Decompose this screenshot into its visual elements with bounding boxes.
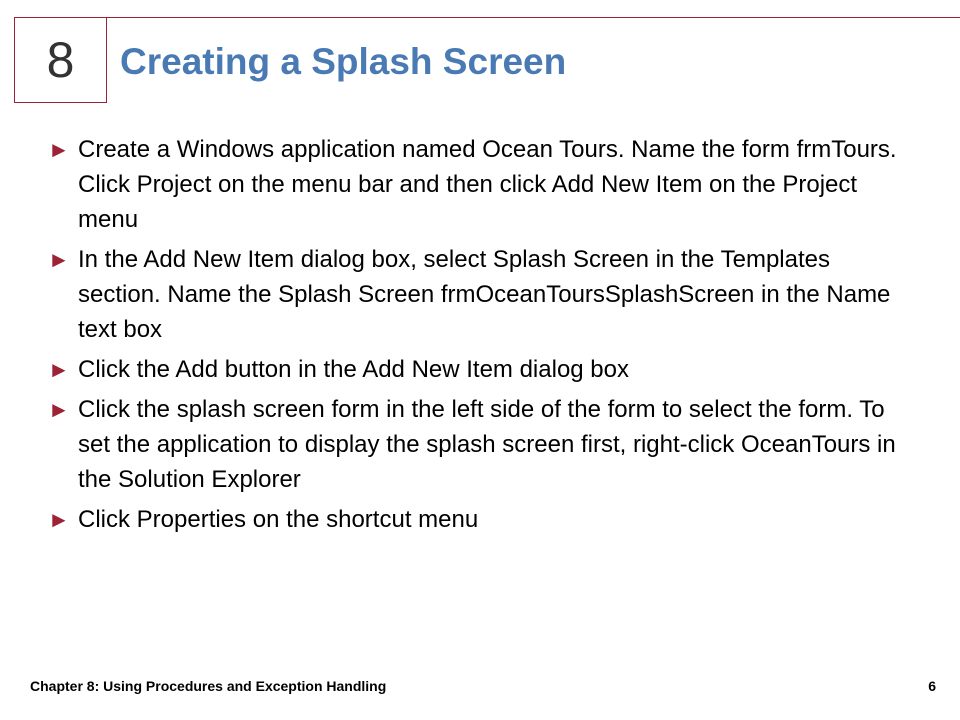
bullet-arrow-icon: ► (48, 397, 70, 422)
bullet-item (48, 132, 908, 237)
bullet-arrow-icon: ► (48, 357, 70, 382)
footer-chapter-label: Chapter 8: Using Procedures and Exception Handling (30, 678, 387, 694)
bullet-arrow-icon: ► (48, 137, 70, 162)
bullet-text: In the Add New Item dialog box, select Splash Screen in the Templates section. Name the Splash Screen frmOceanToursSplashScreen in the Name text box (78, 246, 891, 343)
chapter-number-box (14, 17, 107, 103)
bullet-item (48, 502, 908, 537)
header-divider (107, 17, 960, 18)
bullet-item (48, 392, 908, 497)
chapter-number: 8 (46, 32, 75, 88)
bullet-arrow-icon: ► (48, 507, 70, 532)
bullet-text: Create a Windows application named Ocean Tours. Name the form frmTours. Click Project on the menu bar and then click Add New Item on the Project menu (78, 136, 897, 233)
bullet-item (48, 242, 908, 347)
bullet-text: Click the Add button in the Add New Item dialog box (78, 356, 630, 383)
slide-title: Creating a Splash Screen (120, 41, 567, 82)
bullet-text: Click Properties on the shortcut menu (78, 506, 479, 533)
bullet-item (48, 352, 908, 387)
bullet-text: Click the splash screen form in the left side of the form to select the form. To set the application to display the splash screen first, right-click OceanTours in the Solution Explorer (78, 396, 896, 493)
bullet-list (48, 132, 908, 542)
page-number: 6 (928, 678, 936, 694)
bullet-arrow-icon: ► (48, 247, 70, 272)
